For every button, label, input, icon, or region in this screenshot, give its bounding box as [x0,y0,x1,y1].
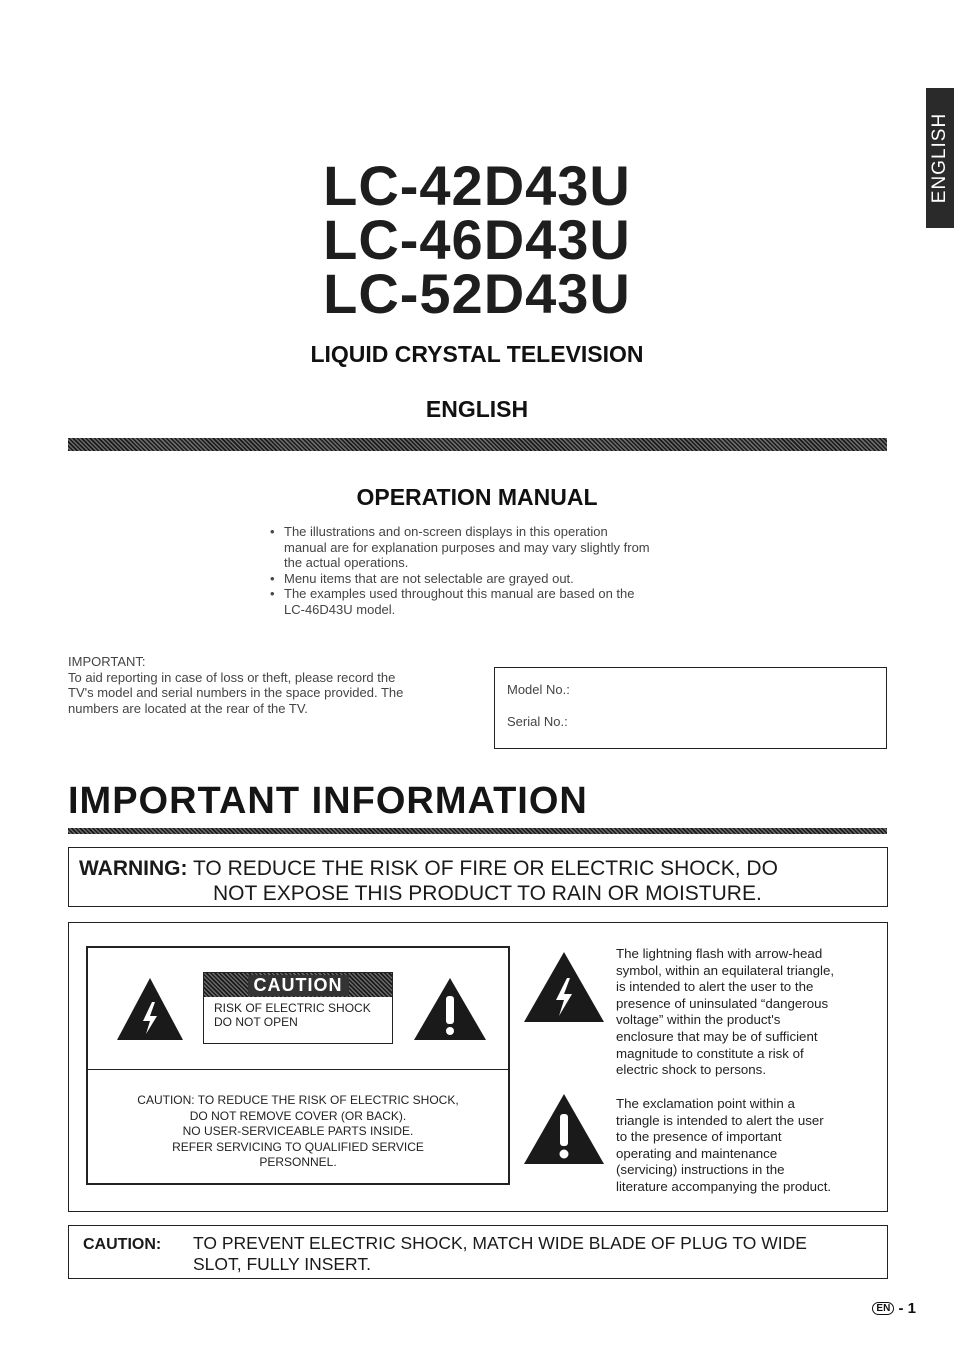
hatched-divider-top [68,438,887,451]
lightning-triangle-icon [115,976,185,1042]
important-note: IMPORTANT: To aid reporting in case of loss or theft, please record the TV's model and serial numbers in the space provided. The numbers are located at the rear of the TV. [68,654,448,716]
lightning-symbol-description: The lightning flash with arrow-head symbol, within an equilateral triangle, is intended to alert the user to the presence of uninsulated “dangerous voltage” within the product's enclosure that may be of sufficient magnitude to constitute a risk of electric shock to persons. [616,946,835,1078]
model-serial-record-box [494,667,887,749]
warning-line-1: TO REDUCE THE RISK OF FIRE OR ELECTRIC SHOCK, DO [192,857,778,880]
language-code-badge: EN [872,1302,894,1315]
exclamation-triangle-icon [412,976,488,1042]
manual-title: OPERATION MANUAL [356,484,598,510]
hatched-divider-section [68,828,887,834]
exclamation-symbol-description: The exclamation point within a triangle is intended to alert the user to the presence of important operating and maintenance (servicing) instructions in the literature accompanying the product. [616,1096,832,1194]
lightning-triangle-icon [522,950,606,1024]
model-number-1: LC-42D43U [323,154,631,217]
caution-label-line-1: RISK OF ELECTRIC SHOCK [214,1001,371,1015]
warning-label: WARNING: [79,857,188,880]
plug-caution-box [68,1225,888,1279]
product-name: LIQUID CRYSTAL TELEVISION [310,341,644,367]
caution-label-divider [88,1069,508,1070]
caution-label-panel [203,972,393,1044]
plug-caution-line-2: SLOT, FULLY INSERT. [193,1254,371,1274]
model-number-2: LC-46D43U [323,208,631,271]
page-number [872,1300,916,1317]
page-number-value: - 1 [898,1300,916,1317]
exclamation-triangle-icon [522,1092,606,1166]
warning-line-2: NOT EXPOSE THIS PRODUCT TO RAIN OR MOISTURE. [213,882,762,905]
section-title: IMPORTANT INFORMATION [68,780,588,822]
model-no-label: Model No.: [507,682,570,697]
important-heading: IMPORTANT: [68,654,146,669]
note-item: • The illustrations and on-screen displays in this operation manual are for explanation purposes and may vary slightly from the actual operations. [268,524,698,571]
plug-caution-line-1: TO PREVENT ELECTRIC SHOCK, MATCH WIDE BLADE OF PLUG TO WIDE [193,1233,807,1253]
warning-box [68,847,888,907]
language-heading: ENGLISH [425,396,529,422]
language-side-tab-label: ENGLISH [929,112,950,204]
serial-no-label: Serial No.: [507,714,568,729]
manual-notes [268,524,698,618]
model-number-3: LC-52D43U [323,262,631,325]
caution-label-title: CAUTION [248,975,349,996]
caution-label-line-2: DO NOT OPEN [214,1015,298,1029]
plug-caution-label: CAUTION: [83,1236,162,1253]
note-item: • The examples used throughout this manual are based on the LC-46D43U model. [268,586,698,617]
note-item: • Menu items that are not selectable are grayed out. [268,571,698,587]
caution-instructions: CAUTION: TO REDUCE THE RISK OF ELECTRIC SHOCK, DO NOT REMOVE COVER (OR BACK). NO USER-SERVICEABLE PARTS INSIDE. REFER SERVICING TO QUALIFIED SERVICE PERSONNEL. [137,1093,459,1169]
caution-label-header [204,973,392,997]
